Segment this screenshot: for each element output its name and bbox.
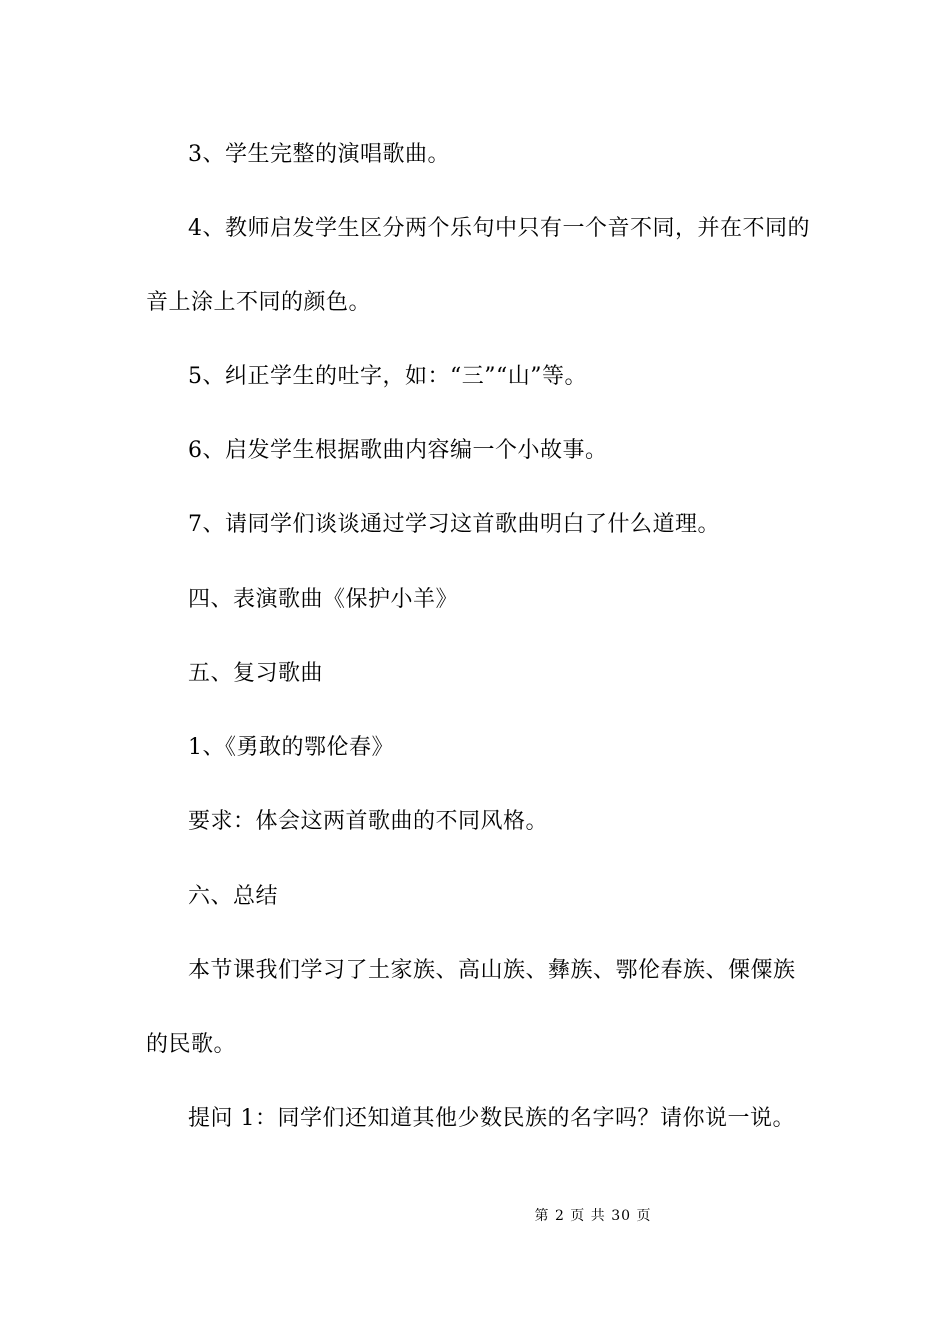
heading-section-4: 四、表演歌曲《保护小羊》 bbox=[188, 587, 459, 612]
heading-section-6: 六、总结 bbox=[188, 884, 279, 909]
paragraph-summary-line-1: 本节课我们学习了土家族、高山族、彝族、鄂伦春族、傈僳族 bbox=[188, 958, 796, 983]
paragraph-requirement: 要求：体会这两首歌曲的不同风格。 bbox=[188, 809, 549, 834]
paragraph-step-4-line-2: 音上涂上不同的颜色。 bbox=[146, 290, 372, 315]
paragraph-summary-line-2: 的民歌。 bbox=[146, 1032, 237, 1057]
paragraph-review-1: 1、《勇敢的鄂伦春》 bbox=[188, 735, 394, 760]
paragraph-step-3: 3、学生完整的演唱歌曲。 bbox=[188, 142, 450, 167]
paragraph-step-6: 6、启发学生根据歌曲内容编一个小故事。 bbox=[188, 438, 608, 463]
paragraph-step-4-line-1: 4、教师启发学生区分两个乐句中只有一个音不同，并在不同的 bbox=[188, 216, 810, 241]
paragraph-step-5: 5、纠正学生的吐字，如：“三”“山”等。 bbox=[188, 364, 587, 389]
page-number-footer: 第 2 页 共 30 页 bbox=[534, 1208, 652, 1224]
paragraph-question-1: 提问 1：同学们还知道其他少数民族的名字吗？请你说一说。 bbox=[188, 1106, 795, 1131]
paragraph-step-7: 7、请同学们谈谈通过学习这首歌曲明白了什么道理。 bbox=[188, 512, 720, 537]
heading-section-5: 五、复习歌曲 bbox=[188, 661, 324, 686]
